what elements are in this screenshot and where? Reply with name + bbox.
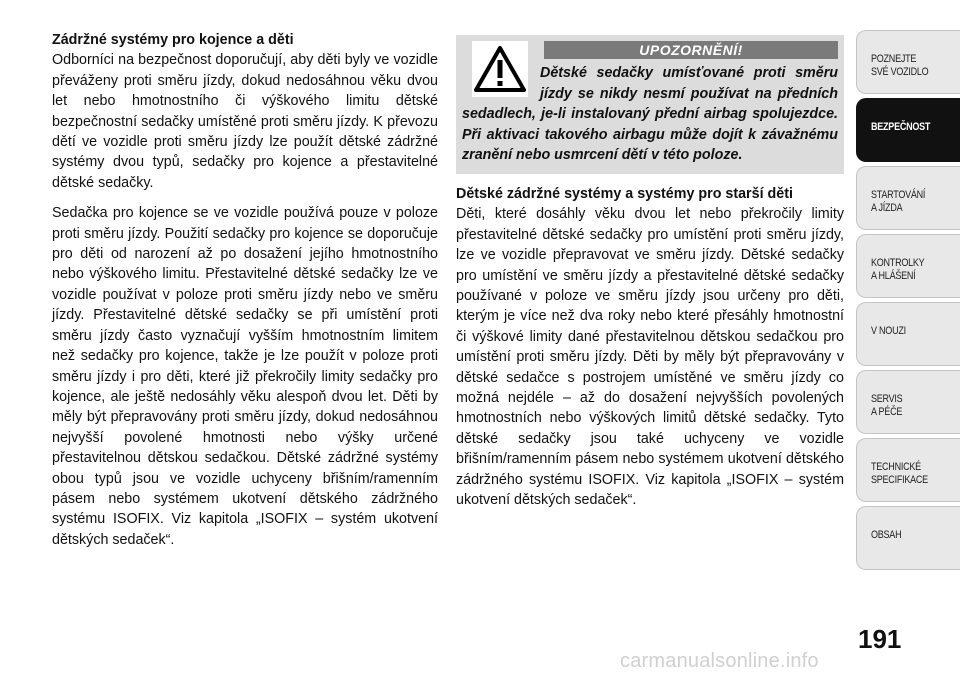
- paragraph-older: Děti, které dosáhly věku dvou let nebo překročily limity přestavitelné dětské sedačky pro umístění proti směru jízdy, lze ve vozidle přepravovat ve směru jízdy. Dětské sedačky pro umístění ve směru jízdy a přestavitelné dětské sedačky používané v poloze ve směru jízdy jsou určeny pro děti, kterým je více než dva roky nebo které přesáhly hmotnostní či výškové limity dané přestavitelnou dětskou sedačkou pro umístění proti směru jízdy. Děti by měly být přepravovány v dětské sedačce s postrojem umístěné ve směru jízdy co možná nejdéle – až do dosažení nejvyšších povolených hmotnostních nebo výškových limitů dětské sedačky. Tyto dětské sedačky jsou také uchyceny ve vozidle břišním/ramenním pásem nebo systémem ukotvení dětského zádržného systému ISOFIX. Viz kapitola „ISOFIX – systém ukotvení dětských sedaček“.: [456, 206, 844, 509]
- watermark: carmanualsonline.info: [620, 650, 819, 672]
- warning-title: UPOZORNĚNÍ!: [544, 41, 838, 59]
- tab-bezpecnost[interactable]: BEZPEČNOST: [856, 98, 960, 162]
- tab-v-nouzi[interactable]: V NOUZI: [856, 302, 960, 366]
- left-column: [52, 30, 438, 560]
- right-column: [456, 35, 844, 520]
- tab-kontrolky[interactable]: KONTROLKY A HLÁŠENÍ: [856, 234, 960, 298]
- paragraph-infant-2: Sedačka pro kojence se ve vozidle používá pouze v poloze proti směru jízdy. Použití sedačky pro kojence se doporučuje pro děti od narození až po dosažení jejího hmotnostního nebo výškového limitu. Přestavitelné dětské sedačky lze ve vozidle používat v poloze proti směru jízdy nebo ve směru jízdy. Přestavitelné dětské sedačky se při umístění proti směru jízdy často vyznačují vyšším hmotnostním limitem než sedačky pro kojence, takže je lze použít v poloze proti směru jízdy i pro děti, které již překročily limity sedačky pro kojence, ale ještě nedosáhly věku alespoň dvou let. Děti by měly být přepravovány proti směru jízdy, dokud nedosáhnou nejvyšší povolené hmotnosti nebo výšky určené přestavitelnou dětskou sedačkou. Dětské zádržné systémy obou typů jsou ve vozidle uchyceny břišním/ramenním pásem nebo systémem ukotvení dětského zádržného systému ISOFIX. Viz kapitola „ISOFIX – systém ukotvení dětských sedaček“.: [52, 205, 438, 548]
- tab-obsah[interactable]: OBSAH: [856, 506, 960, 570]
- section-heading-infant: Zádržné systémy pro kojence a děti: [52, 32, 294, 48]
- paragraph-infant-1: Odborníci na bezpečnost doporučují, aby děti byly ve vozidle převáženy proti směru jízdy, dokud nedosáhnou věku dvou let nebo hmotnostního či výškového limitu dětské bezpečnostní sedačky umístěné proti směru jízdy. K převozu dětí ve vozidle proti směru jízdy lze použít dětské zádržné systémy dvou typů, sedačky pro kojence a přestavitelné dětské sedačky.: [52, 52, 438, 191]
- warning-triangle-icon: [472, 41, 528, 97]
- chapter-tabs: [856, 30, 960, 574]
- section-heading-older: Dětské zádržné systémy a systémy pro starší děti: [456, 185, 793, 202]
- tab-poznejte[interactable]: POZNEJTE SVÉ VOZIDLO: [856, 30, 960, 94]
- warning-text: Dětské sedačky umísťované proti směru jízdy se nikdy nesmí používat na předních sedadlech, je-li instalovaný přední airbag spolujezdce. Při aktivaci takového airbagu může dojít k závažnému zranění nebo usmrcení dětí v této poloze.: [462, 65, 838, 164]
- tab-servis[interactable]: SERVIS A PÉČE: [856, 370, 960, 434]
- page-number: 191: [858, 624, 902, 654]
- warning-box: [456, 35, 844, 174]
- tab-technicke[interactable]: TECHNICKÉ SPECIFIKACE: [856, 438, 960, 502]
- tab-startovani[interactable]: STARTOVÁNÍ A JÍZDA: [856, 166, 960, 230]
